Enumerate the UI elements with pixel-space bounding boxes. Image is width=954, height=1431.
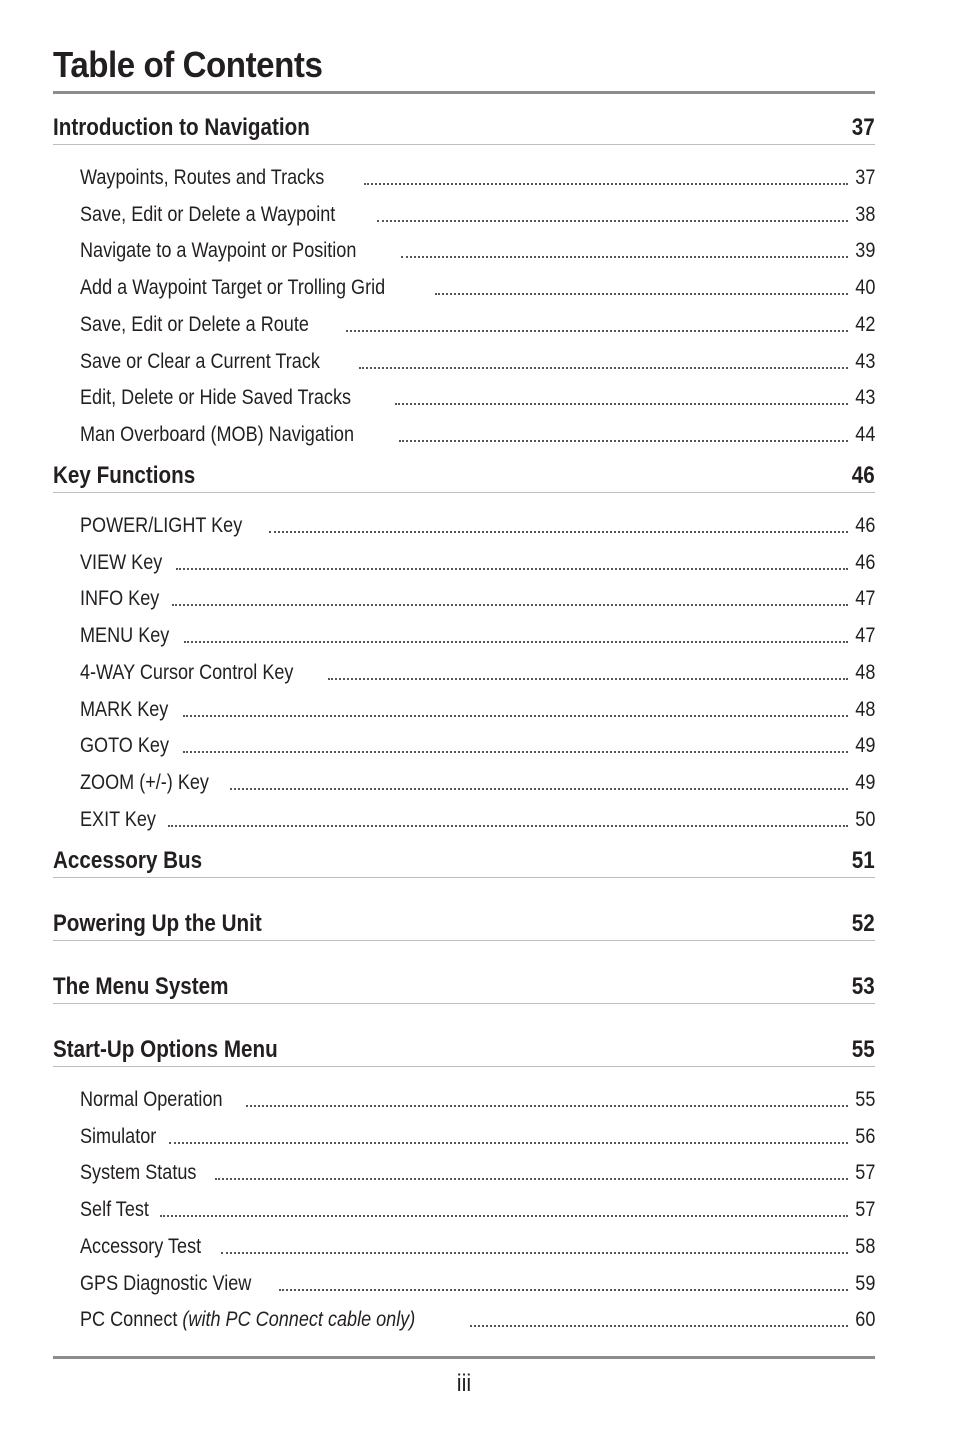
page-title: Table of Contents (53, 44, 323, 85)
entry-label: Man Overboard (MOB) Navigation (80, 422, 355, 446)
dot-leader (377, 219, 848, 222)
entry-page-number: 37 (854, 166, 875, 189)
toc-page (53, 0, 875, 1431)
entry-label: INFO Key (80, 587, 160, 611)
section-page-number: 52 (852, 910, 875, 937)
toc-section[interactable] (53, 843, 875, 878)
entry-label-wrap (80, 423, 354, 447)
section-title: Powering Up the Unit (53, 910, 262, 937)
entry-label-wrap (80, 514, 242, 538)
toc-entry[interactable] (80, 1082, 875, 1112)
footer-rule (53, 1356, 875, 1359)
entry-label: 4-WAY Cursor Control Key (80, 660, 294, 684)
toc-entry[interactable] (80, 508, 875, 538)
section-title: Accessory Bus (53, 847, 203, 874)
dot-leader (169, 1141, 848, 1144)
toc-entry[interactable] (80, 765, 875, 795)
toc-entry[interactable] (80, 1119, 875, 1149)
entry-label: POWER/LIGHT Key (80, 514, 243, 537)
toc-entry[interactable] (80, 380, 875, 410)
toc-entry[interactable] (80, 618, 875, 648)
toc-section[interactable] (53, 969, 875, 1004)
toc-entry[interactable] (80, 655, 875, 685)
entry-label: EXIT Key (80, 807, 156, 831)
toc-entry[interactable] (80, 1155, 875, 1185)
entry-label-wrap (80, 1235, 201, 1259)
entry-page-number: 57 (854, 1198, 875, 1222)
section-page-number: 46 (852, 462, 875, 489)
section-title: The Menu System (53, 973, 229, 1000)
entry-label: GOTO Key (80, 734, 169, 758)
toc-section[interactable] (53, 458, 875, 493)
section-title: Introduction to Navigation (53, 114, 310, 141)
dot-leader (269, 530, 848, 533)
entry-label-wrap (80, 551, 162, 575)
entry-label-wrap (80, 808, 156, 832)
entry-page-number: 42 (854, 312, 875, 336)
toc-entry[interactable] (80, 728, 875, 758)
entry-label: Waypoints, Routes and Tracks (80, 166, 325, 189)
section-title: Key Functions (53, 462, 196, 489)
dot-leader (470, 1324, 848, 1327)
entry-label-wrap (80, 771, 209, 795)
toc-entry[interactable] (80, 417, 875, 447)
entry-page-number: 56 (854, 1124, 875, 1148)
toc-section[interactable] (53, 110, 875, 145)
entry-label: ZOOM (+/-) Key (80, 770, 209, 794)
entry-page-number: 48 (854, 660, 875, 684)
entry-label-wrap (80, 698, 168, 722)
dot-leader (246, 1104, 848, 1107)
entry-label: Navigate to a Waypoint or Position (80, 239, 357, 263)
entry-label-wrap (80, 386, 351, 410)
dot-leader (221, 1251, 848, 1254)
toc-entry[interactable] (80, 802, 875, 832)
entry-page-number: 48 (854, 697, 875, 721)
dot-leader (395, 402, 847, 405)
entry-label-wrap (80, 587, 159, 611)
toc-entry[interactable] (80, 197, 875, 227)
toc-entry[interactable] (80, 233, 875, 263)
entry-page-number: 47 (854, 624, 875, 648)
toc-entry[interactable] (80, 1229, 875, 1259)
entry-page-number: 40 (854, 276, 875, 300)
section-page-number: 51 (852, 847, 875, 874)
entry-label-wrap (80, 350, 320, 374)
entry-page-number: 43 (854, 349, 875, 373)
dot-leader (172, 603, 847, 606)
toc-entry[interactable] (80, 1192, 875, 1222)
dot-leader (230, 787, 848, 790)
toc-entry[interactable] (80, 1302, 875, 1332)
entry-page-number: 58 (854, 1234, 875, 1258)
toc-entry[interactable] (80, 545, 875, 575)
entry-page-number: 50 (854, 807, 875, 831)
entry-label: PC Connect (80, 1308, 178, 1332)
entry-label: Accessory Test (80, 1234, 202, 1258)
dot-leader (184, 640, 848, 643)
entry-label-wrap (80, 1125, 156, 1149)
entry-label-wrap (80, 1161, 196, 1185)
dot-leader (364, 182, 848, 185)
entry-page-number: 57 (854, 1161, 875, 1185)
entry-note: (with PC Connect cable only) (182, 1308, 416, 1332)
entry-page-number: 55 (854, 1088, 875, 1111)
toc-entry[interactable] (80, 344, 875, 374)
entry-page-number: 39 (854, 239, 875, 263)
entry-label-wrap (80, 1198, 149, 1222)
dot-leader (183, 714, 848, 717)
entry-page-number: 46 (854, 550, 875, 574)
entry-label-wrap (80, 239, 356, 263)
entry-label-wrap (80, 661, 293, 685)
dot-leader (279, 1288, 847, 1291)
dot-leader (160, 1214, 847, 1217)
entry-label: Simulator (80, 1124, 157, 1148)
entry-label-wrap (80, 1088, 223, 1112)
toc-entry[interactable] (80, 270, 875, 300)
entry-label: Edit, Delete or Hide Saved Tracks (80, 386, 352, 410)
entry-page-number: 49 (854, 770, 875, 794)
toc-entry[interactable] (80, 692, 875, 722)
entry-page-number: 38 (854, 202, 875, 226)
dot-leader (328, 677, 847, 680)
toc-entry[interactable] (80, 581, 875, 611)
entry-label-wrap (80, 1272, 251, 1296)
entry-label: GPS Diagnostic View (80, 1271, 252, 1295)
entry-label-wrap (80, 624, 169, 648)
dot-leader (215, 1177, 847, 1180)
dot-leader (346, 329, 847, 332)
entry-page-number: 49 (854, 734, 875, 758)
toc-section[interactable] (53, 1032, 875, 1067)
section-page-number: 55 (852, 1036, 875, 1063)
entry-label: Self Test (80, 1198, 149, 1222)
entry-label-wrap (80, 276, 385, 300)
section-page-number: 37 (852, 114, 875, 141)
entry-label: MARK Key (80, 697, 169, 721)
entry-label: System Status (80, 1161, 197, 1185)
entry-label-wrap (80, 1308, 415, 1332)
entry-page-number: 46 (854, 514, 875, 537)
dot-leader (359, 366, 848, 369)
entry-page-number: 60 (854, 1308, 875, 1332)
dot-leader (183, 750, 847, 753)
entry-page-number: 44 (854, 422, 875, 446)
entry-label: Save, Edit or Delete a Waypoint (80, 202, 336, 226)
entry-label-wrap (80, 203, 335, 227)
entry-label-wrap (80, 166, 324, 190)
entry-page-number: 47 (854, 587, 875, 611)
dot-leader (401, 255, 847, 258)
dot-leader (168, 824, 847, 827)
dot-leader (399, 439, 848, 442)
toc-entry[interactable] (80, 160, 875, 190)
page-number: iii (456, 1370, 472, 1397)
entry-label: Normal Operation (80, 1088, 223, 1111)
entry-label: VIEW Key (80, 550, 163, 574)
dot-leader (176, 567, 848, 570)
entry-page-number: 43 (854, 386, 875, 410)
toc-entry[interactable] (80, 307, 875, 337)
entry-label: Save or Clear a Current Track (80, 349, 320, 373)
section-title: Start-Up Options Menu (53, 1036, 278, 1063)
entry-label: MENU Key (80, 624, 170, 648)
dot-leader (435, 292, 848, 295)
section-page-number: 53 (852, 973, 875, 1000)
entry-page-number: 59 (854, 1271, 875, 1295)
entry-label-wrap (80, 313, 309, 337)
title-rule (53, 91, 875, 94)
entry-label: Save, Edit or Delete a Route (80, 312, 309, 336)
entry-label-wrap (80, 734, 169, 758)
entry-label: Add a Waypoint Target or Trolling Grid (80, 276, 386, 300)
toc-entry[interactable] (80, 1266, 875, 1296)
toc-section[interactable] (53, 906, 875, 941)
